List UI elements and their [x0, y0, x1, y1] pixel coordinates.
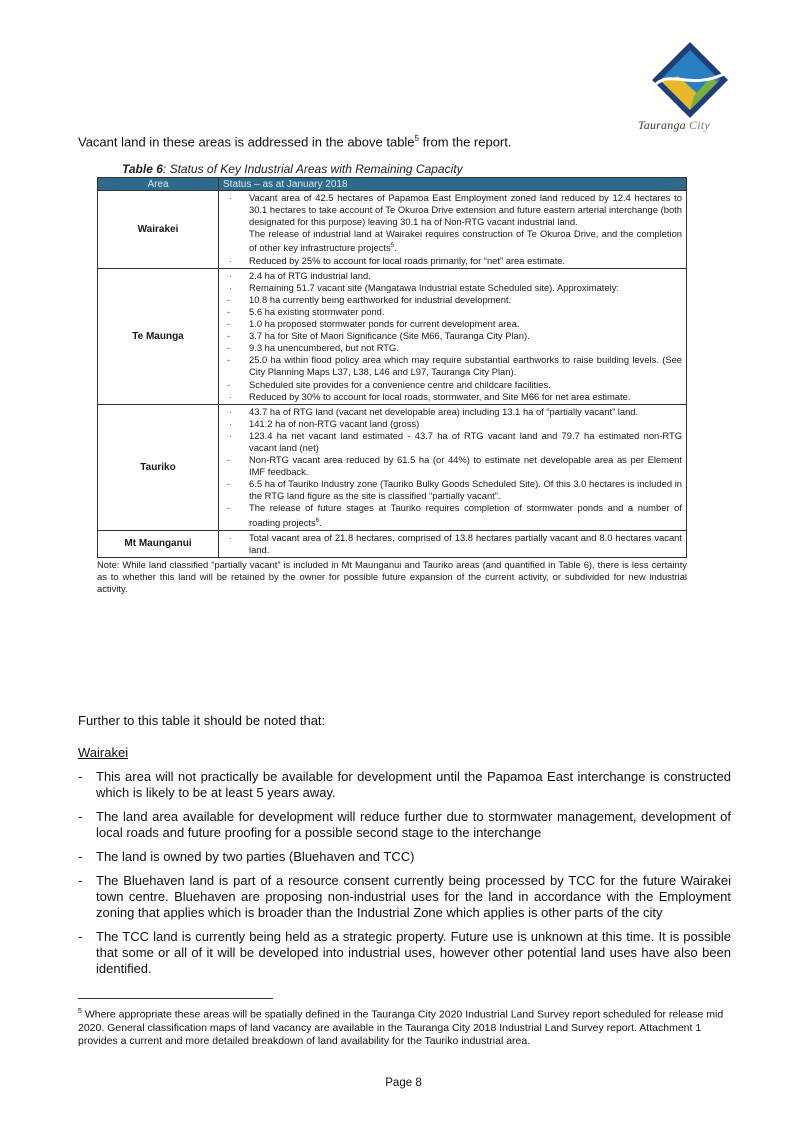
status-item — [223, 306, 682, 318]
row-status-cell — [219, 191, 687, 269]
status-item: - The release of future stages at Tauriko requires completion of stormwater ponds and a number of roading projects$^6$. — [227, 502, 682, 528]
item-marker: · — [229, 417, 233, 429]
footnote-divider — [78, 998, 273, 999]
list-item — [78, 849, 731, 865]
table-note: Note: While land classified “partially vacant” is included in Mt Maunganui and Tauriko areas (and quantified in Table 6), there is less certainty as to whether this land will be retained by the owner for possible future expansion of the current activity, or subdivided for new industrial activity. — [97, 558, 687, 594]
item-marker: - — [227, 478, 231, 490]
list-item — [78, 769, 731, 801]
table-row — [98, 268, 687, 404]
bullet-text: The land area available for development will reduce further due to stormwater management, development of local roads and future proofing for a possible second stage to the interchange — [96, 809, 731, 840]
status-item — [223, 255, 682, 267]
page-number: Page 8 — [385, 1077, 422, 1089]
status-item — [223, 532, 682, 556]
item-marker: · — [229, 281, 233, 293]
header-status: Status – as at January 2018 — [219, 178, 687, 191]
status-item-list — [223, 192, 682, 267]
item-text: 141.2 ha of non-RTG vacant land (gross) — [249, 417, 420, 429]
section-heading-wairakei: Wairakei — [78, 745, 129, 760]
item-text: 9.3 ha unencumbered, but not RTG. — [249, 342, 399, 354]
status-item — [223, 294, 682, 306]
item-text: Total vacant area of 21.8 hectares, comprised of 13.8 hectares partially vacant and 8.0 hectares vacant land. — [249, 531, 682, 555]
bullet-dash: - — [78, 849, 83, 864]
item-marker: · — [229, 192, 233, 203]
item-marker: · — [229, 269, 233, 281]
item-marker: · — [229, 531, 233, 543]
row-area-label: Wairakei — [98, 191, 219, 269]
status-item: The release of industrial land at Wairakei requires construction of Te Okuroa Drive, and the completion of other key infrastructure projects$^5$. — [249, 228, 682, 254]
list-item — [78, 809, 731, 841]
item-text: Non-RTG vacant area reduced by 61.5 ha (or 44%) to estimate net developable area as per Element IMF feedback. — [249, 454, 682, 478]
item-text: Remaining 51.7 vacant site (Mangatawa Industrial estate Scheduled site). Approximately: — [249, 281, 619, 293]
status-item — [223, 379, 682, 391]
item-text: 2.4 ha of RTG industrial land. — [249, 269, 371, 281]
status-item — [223, 192, 682, 228]
item-text: 10.8 ha currently being earthworked for industrial development. — [249, 293, 512, 305]
bullet-dash: - — [78, 769, 83, 784]
table-header-row — [98, 178, 687, 191]
status-item-list — [223, 532, 682, 556]
item-marker: · — [229, 429, 233, 441]
item-marker: - — [227, 305, 231, 317]
list-item — [78, 929, 731, 977]
row-status-cell — [219, 268, 687, 404]
item-text: 6.5 ha of Tauriko Industry zone (Tauriko Bulky Goods Scheduled Site). Of this 3.0 hectares is included in the RTG land figure as the site is classified “partially vacant”. — [249, 478, 682, 502]
intro-text: Vacant land in these areas is addressed in the above table$^5$ from the report. — [78, 134, 512, 150]
status-item — [223, 391, 682, 403]
item-marker: · — [229, 405, 233, 417]
bullet-text: The TCC land is currently being held as a strategic property. Future use is unknown at this time. It is possible that some or all of it will be developed into industrial uses, however other potential land uses have also been identified. — [96, 929, 731, 976]
item-text: 1.0 ha proposed stormwater ponds for current development area. — [249, 318, 520, 330]
table-row — [98, 530, 687, 557]
item-text: Reduced by 30% to account for local roads, stormwater, and Site M66 for net area estimate. — [249, 390, 631, 402]
item-marker: · — [229, 254, 233, 266]
footnote-ref: 6 — [315, 517, 320, 524]
item-text: 3.7 ha for Site of Maori Significance (Site M66, Tauranga City Plan). — [249, 330, 530, 342]
bullet-text: This area will not practically be available for development until the Papamoa East interchange is constructed which is likely to be at least 5 years away. — [96, 769, 731, 800]
status-item — [223, 478, 682, 502]
tauranga-city-logo — [638, 40, 748, 140]
item-marker: - — [227, 354, 231, 366]
item-marker: - — [227, 342, 231, 354]
wairakei-bullet-list — [78, 769, 731, 985]
status-item — [223, 430, 682, 454]
item-text: Scheduled site provides for a convenience centre and childcare facilities. — [249, 378, 551, 390]
item-text: The release of future stages at Tauriko requires completion of stormwater ponds and a number of roading projects — [249, 502, 682, 528]
bullet-dash: - — [78, 873, 83, 888]
item-text: The release of industrial land at Wairakei requires construction of Te Okuroa Drive, and the completion of other key infrastructure projects — [249, 228, 682, 254]
item-marker: - — [227, 330, 231, 342]
status-table-block — [97, 162, 687, 595]
bullet-dash: - — [78, 809, 83, 824]
status-item — [223, 454, 682, 478]
item-text: Vacant area of 42.5 hectares of Papamoa East Employment zoned land reduced by 12.4 hectares to 30.1 hectares to take account of Te Okuroa Drive extension and future eastern arterial interchange (both designated for this purpose) leaving 30.1 ha of Non-RTG vacant industrial land. — [249, 192, 682, 228]
table-title: Table 6: Status of Key Industrial Areas with Remaining Capacity — [122, 162, 463, 176]
status-item — [223, 354, 682, 378]
status-item — [223, 418, 682, 430]
item-marker: - — [227, 454, 231, 466]
footnote: $^5$ Where appropriate these areas will be spatially defined in the Tauranga City 2020 Industrial Land Survey report scheduled for release mid 2020. General classification maps of land vacancy are available in the Tauranga City 2018 Industrial Land Survey report. Attachment 1 provides a current and more detailed breakdown of land availability for the Tauriko industrial area. — [78, 1008, 724, 1047]
bullet-dash: - — [78, 929, 83, 944]
item-text: 25.0 ha within flood policy area which may require substantial earthworks to raise building levels. (See City Planning Maps L37, L38, L46 and L97, Tauranga City Plan). — [249, 354, 682, 378]
item-marker: - — [227, 293, 231, 305]
status-item — [223, 342, 682, 354]
item-text: 5.6 ha existing stormwater pond. — [249, 305, 385, 317]
row-area-label: Mt Maunganui — [98, 530, 219, 557]
status-item — [223, 406, 682, 418]
status-table — [97, 177, 687, 558]
logo-wordmark: Tauranga City — [638, 118, 710, 132]
further-text: Further to this table it should be noted that: — [78, 713, 326, 728]
table-row — [98, 191, 687, 269]
bullet-text: The Bluehaven land is part of a resource consent currently being processed by TCC for the future Wairakei town centre. Bluehaven are proposing non-industrial uses for the land in accordance with the Employment zoning that applies which is broader than the Industrial Zone which applies is other parts of the city — [96, 873, 731, 920]
item-marker: · — [229, 390, 233, 402]
item-text: Reduced by 25% to account for local roads primarily, for “net” area estimate. — [249, 254, 566, 266]
row-area-label: Tauriko — [98, 404, 219, 530]
row-status-cell — [219, 530, 687, 557]
status-item-list — [223, 270, 682, 403]
item-marker: - — [227, 318, 231, 330]
list-item — [78, 873, 731, 921]
diamond-logo-icon — [650, 40, 730, 120]
footnote-ref: 5 — [390, 243, 395, 250]
table-body — [98, 191, 687, 558]
item-marker: - — [227, 502, 231, 514]
bullet-text: The land is owned by two parties (Bluehaven and TCC) — [96, 849, 415, 864]
status-item-list — [223, 406, 682, 529]
table-row — [98, 404, 687, 530]
status-item — [223, 318, 682, 330]
item-text: 123.4 ha net vacant land estimated - 43.7 ha of RTG vacant land and 79.7 ha estimated non-RTG vacant land (net) — [249, 429, 682, 453]
row-area-label: Te Maunga — [98, 268, 219, 404]
status-item — [223, 282, 682, 294]
item-text: 43.7 ha of RTG land (vacant net developable area) including 13.1 ha of “partially vacant” land. — [249, 405, 639, 417]
item-marker: - — [227, 378, 231, 390]
status-item — [223, 330, 682, 342]
row-status-cell — [219, 404, 687, 530]
status-item — [223, 270, 682, 282]
header-area: Area — [98, 178, 219, 191]
